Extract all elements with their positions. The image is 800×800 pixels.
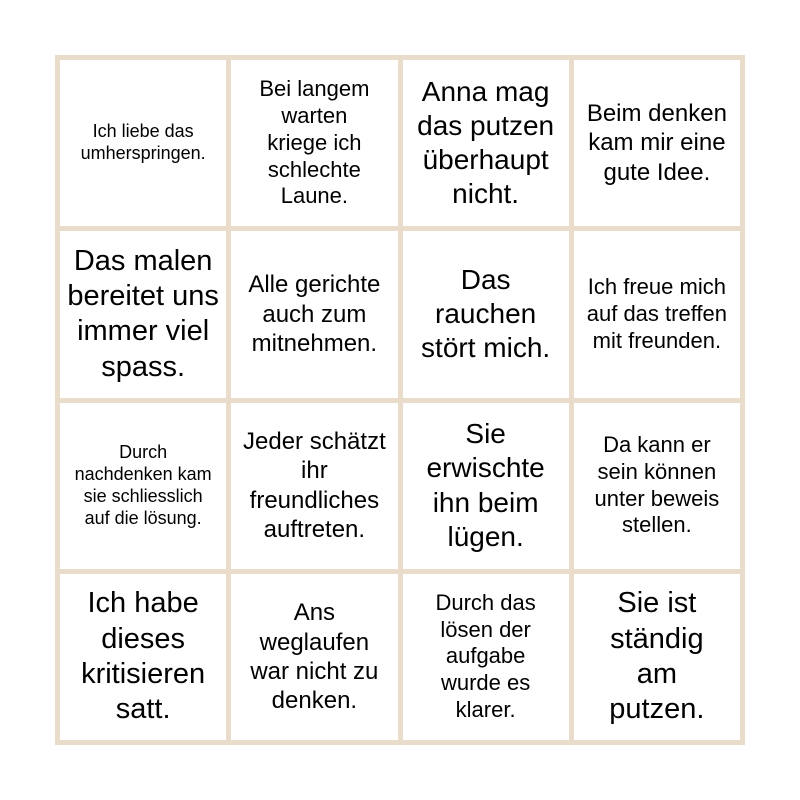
bingo-cell-1-4[interactable]	[574, 60, 740, 226]
bingo-cell-3-1[interactable]	[60, 403, 226, 569]
cell-text: Bei langem warten kriege ich schlechte Laune.	[259, 76, 370, 209]
cell-text: Beim denken kam mir eine gute Idee.	[586, 100, 727, 186]
bingo-cell-3-3[interactable]	[403, 403, 569, 569]
cell-text: Sie ist ständig am putzen.	[609, 587, 705, 726]
bingo-cell-3-2[interactable]	[231, 403, 397, 569]
bingo-cell-4-2[interactable]	[231, 574, 397, 740]
bingo-cell-2-3[interactable]	[403, 231, 569, 397]
cell-text: Ich liebe das umherspringen.	[80, 121, 206, 164]
cell-text: Ich freue mich auf das treffen mit freunden.	[586, 274, 727, 353]
bingo-cell-4-3[interactable]	[403, 574, 569, 740]
cell-text: Durch das lösen der aufgabe wurde es klarer.	[435, 589, 536, 723]
bingo-cell-1-3[interactable]	[403, 60, 569, 226]
cell-text: Alle gerichte auch zum mitnehmen.	[248, 271, 381, 357]
bingo-cell-1-2[interactable]	[231, 60, 397, 226]
cell-text: Anna mag das putzen überhaupt nicht.	[417, 75, 555, 210]
bingo-cell-4-1[interactable]	[60, 574, 226, 740]
bingo-cell-2-4[interactable]	[574, 231, 740, 397]
cell-text: Ich habe dieses kritisieren satt.	[81, 587, 206, 726]
bingo-cell-2-1[interactable]	[60, 231, 226, 397]
cell-text: Das rauchen stört mich.	[421, 264, 551, 364]
bingo-cell-1-1[interactable]	[60, 60, 226, 226]
cell-text: Sie erwischte ihn beim lügen.	[426, 418, 545, 552]
cell-text: Ans weglaufen war nicht zu denken.	[250, 599, 379, 715]
cell-text: Durch nachdenken kam sie schliesslich auf die lösung.	[74, 441, 212, 528]
cell-text: Das malen bereitet uns immer viel spass.	[67, 244, 219, 383]
bingo-cell-2-2[interactable]	[231, 231, 397, 397]
bingo-board	[55, 55, 745, 745]
bingo-cell-4-4[interactable]	[574, 574, 740, 740]
cell-text: Da kann er sein können unter beweis stellen.	[594, 431, 720, 538]
cell-text: Jeder schätzt ihr freundliches auftreten.	[243, 428, 386, 543]
bingo-cell-3-4[interactable]	[574, 403, 740, 569]
